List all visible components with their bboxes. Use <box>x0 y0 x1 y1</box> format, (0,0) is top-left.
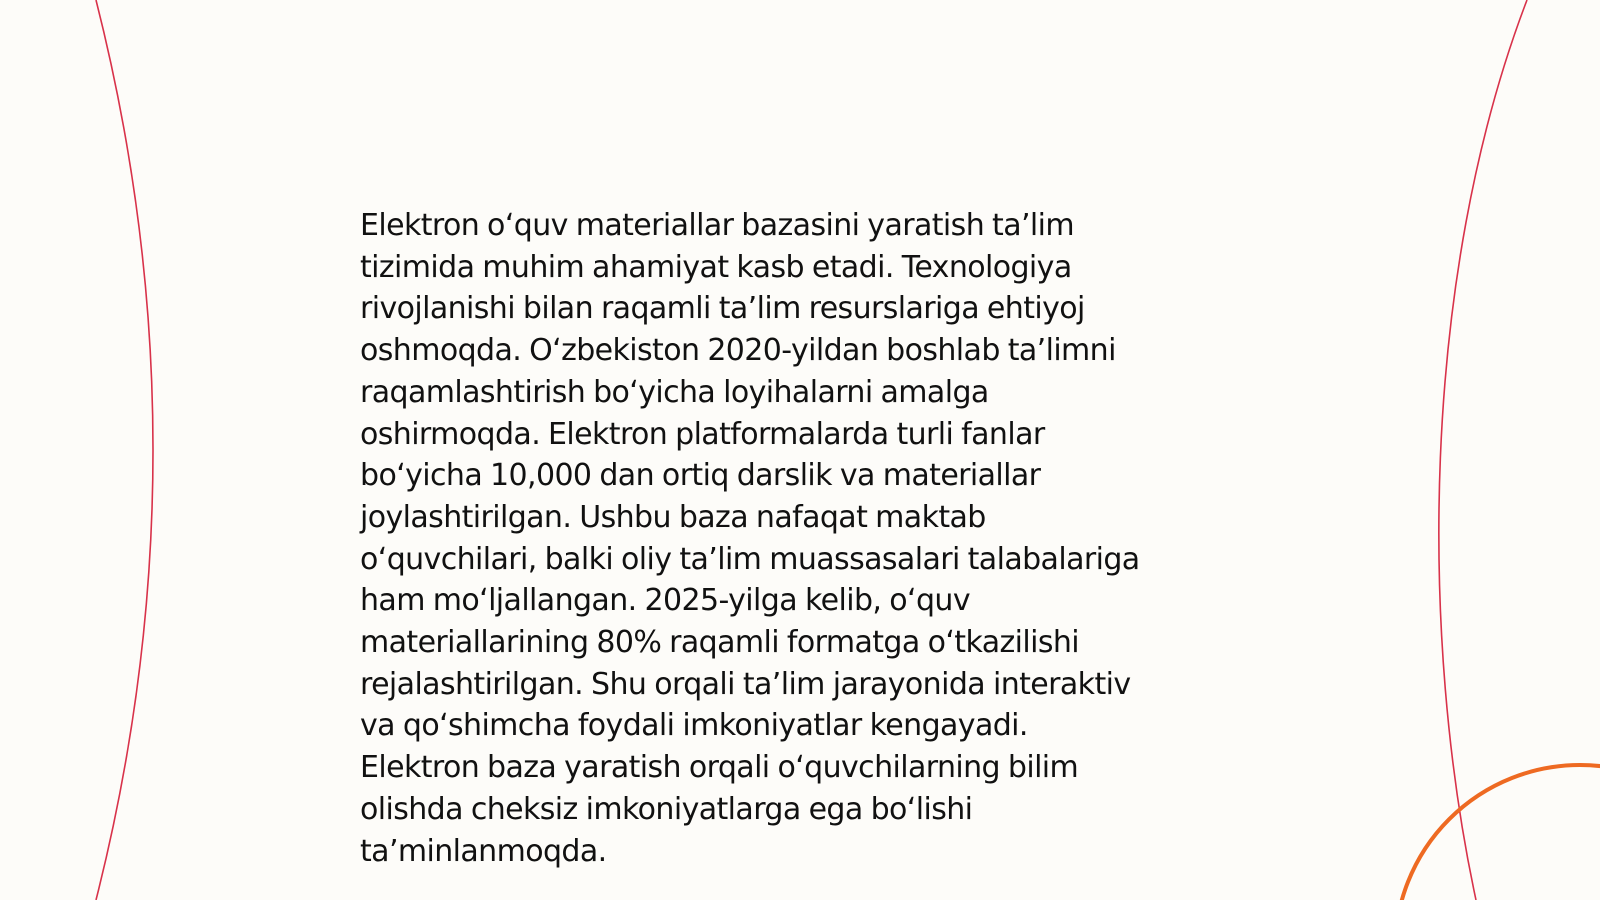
text-line: Elektron o‘quv materiallar bazasini yaratish ta’lim <box>360 208 1075 243</box>
left-curve-line <box>96 0 153 900</box>
text-line: olishda cheksiz imkoniyatlarga ega bo‘lishi <box>360 791 973 827</box>
text-line: tizimida muhim ahamiyat kasb etadi. Texnologiya <box>360 249 1072 285</box>
text-line: Elektron baza yaratish orqali o‘quvchilarning bilim <box>360 750 1079 786</box>
text-line: va qo‘shimcha foydali imkoniyatlar kengayadi. <box>360 708 1028 744</box>
text-line: oshirmoqda. Elektron platformalarda turli fanlar <box>360 416 1045 452</box>
text-line: materiallarining 80% raqamli formatga o‘tkazilishi <box>360 625 1080 661</box>
text-line: o‘quvchilari, balki oliy ta’lim muassasalari talabalariga <box>360 541 1140 577</box>
text-line: oshmoqda. O‘zbekiston 2020-yildan boshlab ta’limni <box>360 333 1116 369</box>
right-curve-line <box>1439 0 1527 900</box>
body-paragraph <box>360 205 1240 872</box>
text-line: raqamlashtirish bo‘yicha loyihalarni amalga <box>360 374 989 410</box>
text-line: ham mo‘ljallangan. 2025-yilga kelib, o‘quv <box>360 583 970 619</box>
text-line: ta’minlanmoqda. <box>360 833 607 869</box>
text-line: rejalashtirilgan. Shu orqali ta’lim jarayonida interaktiv <box>360 666 1131 702</box>
text-line: rivojlanishi bilan raqamli ta’lim resurslariga ehtiyoj <box>360 291 1085 327</box>
orange-circle-outline <box>1395 765 1600 900</box>
text-line: joylashtirilgan. Ushbu baza nafaqat maktab <box>360 499 986 535</box>
text-line: bo‘yicha 10,000 dan ortiq darslik va materiallar <box>360 458 1041 494</box>
